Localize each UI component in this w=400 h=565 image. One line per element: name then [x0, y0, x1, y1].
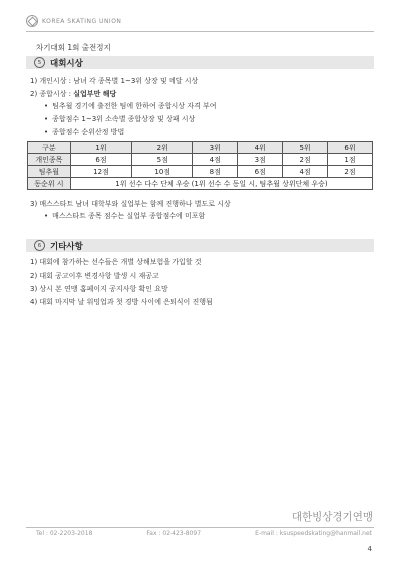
table-row-label: 팀추월	[28, 166, 71, 178]
table-cell: 3점	[238, 154, 283, 166]
table-cell: 4점	[193, 154, 238, 166]
award-bullet-1: • 팀추월 경기에 출전한 팀에 한하여 종합시상 자격 부여	[44, 101, 216, 111]
section-award-header	[26, 56, 374, 69]
table-header-cell: 5위	[283, 142, 328, 154]
table-cell: 6점	[238, 166, 283, 178]
table-header-cell: 2위	[132, 142, 193, 154]
section-number-icon: 5	[34, 57, 45, 68]
footer-org-name: 대한빙상경기연맹	[291, 511, 373, 523]
table-cell: 5점	[132, 154, 193, 166]
org-english-name: KOREA SKATING UNION	[42, 17, 122, 25]
table-cell: 2점	[283, 154, 328, 166]
table-cell: 6점	[70, 154, 131, 166]
misc-item-3: 3) 상시 본 연맹 홈페이지 공지사항 확인 요망	[30, 285, 168, 293]
footer-fax: Fax : 02-423-8097	[146, 530, 202, 537]
award-bullet-2: • 종합점수 1~3위 소속별 종합상장 및 상패 시상	[44, 114, 195, 124]
table-header-cell: 1위	[70, 142, 131, 154]
misc-item-1: 1) 대회에 참가하는 선수들은 개별 상해보험을 가입할 것	[30, 258, 202, 266]
table-row-label: 동순위 시	[28, 178, 71, 190]
award-bullet-3: • 종합점수 순위산정 방법	[44, 127, 124, 137]
footer-divider	[26, 527, 374, 528]
page-number: 4	[367, 545, 372, 553]
footer-contact	[36, 530, 372, 537]
table-row-label: 개인종목	[28, 154, 71, 166]
table-header-cell: 4위	[238, 142, 283, 154]
table-row	[28, 178, 373, 190]
misc-item-4: 4) 대회 마지막 날 워밍업과 첫 경방 사이에 은퇴식이 진행됨	[30, 298, 213, 306]
award-item-3: 3) 매스스타트 남녀 대학부와 실업부는 함께 진행하나 별도로 시상	[30, 200, 231, 208]
table-row	[28, 154, 373, 166]
table-cell: 8점	[193, 166, 238, 178]
misc-item-2: 2) 대회 공고이후 변경사항 발생 시 재공고	[30, 272, 159, 280]
tie-rule-cell: 1위 선수 다수 단체 우승 (1위 선수 수 동일 시, 팀추월 상위단체 우승)	[70, 178, 372, 190]
table-header-row	[28, 142, 373, 154]
section-number-icon: 6	[34, 240, 45, 251]
doc-subtitle: 차기대회 1회 출전정지	[36, 43, 111, 52]
section-title: 기타사항	[50, 241, 83, 252]
points-table	[27, 141, 373, 190]
award-bullet-4: • 매스스타트 종목 점수는 실업부 종합점수에 미포함	[44, 211, 205, 221]
page-header	[26, 13, 374, 29]
section-misc-header	[26, 239, 374, 252]
award-item-1: 1) 개인시상 : 남녀 각 종목별 1~3위 상장 및 메달 시상	[30, 77, 199, 85]
table-header-cell: 3위	[193, 142, 238, 154]
table-cell: 12점	[70, 166, 131, 178]
footer-tel: Tel : 02-2203-2018	[36, 530, 93, 537]
table-header-cell: 6위	[328, 142, 373, 154]
section-title: 대회시상	[50, 58, 83, 69]
footer-email: E-mail : ksuspeedskating@hanmail.net	[255, 530, 372, 537]
table-cell: 10점	[132, 166, 193, 178]
table-cell: 1점	[328, 154, 373, 166]
award-item-2: 2) 종합시상 : 실업부만 해당	[30, 90, 117, 98]
table-row	[28, 166, 373, 178]
table-cell: 2점	[328, 166, 373, 178]
award-item-2-emphasis: 실업부만 해당	[73, 90, 117, 98]
table-header-cell: 구분	[28, 142, 71, 154]
table-cell: 4점	[283, 166, 328, 178]
union-logo-icon	[26, 15, 38, 27]
header-divider	[26, 31, 374, 32]
